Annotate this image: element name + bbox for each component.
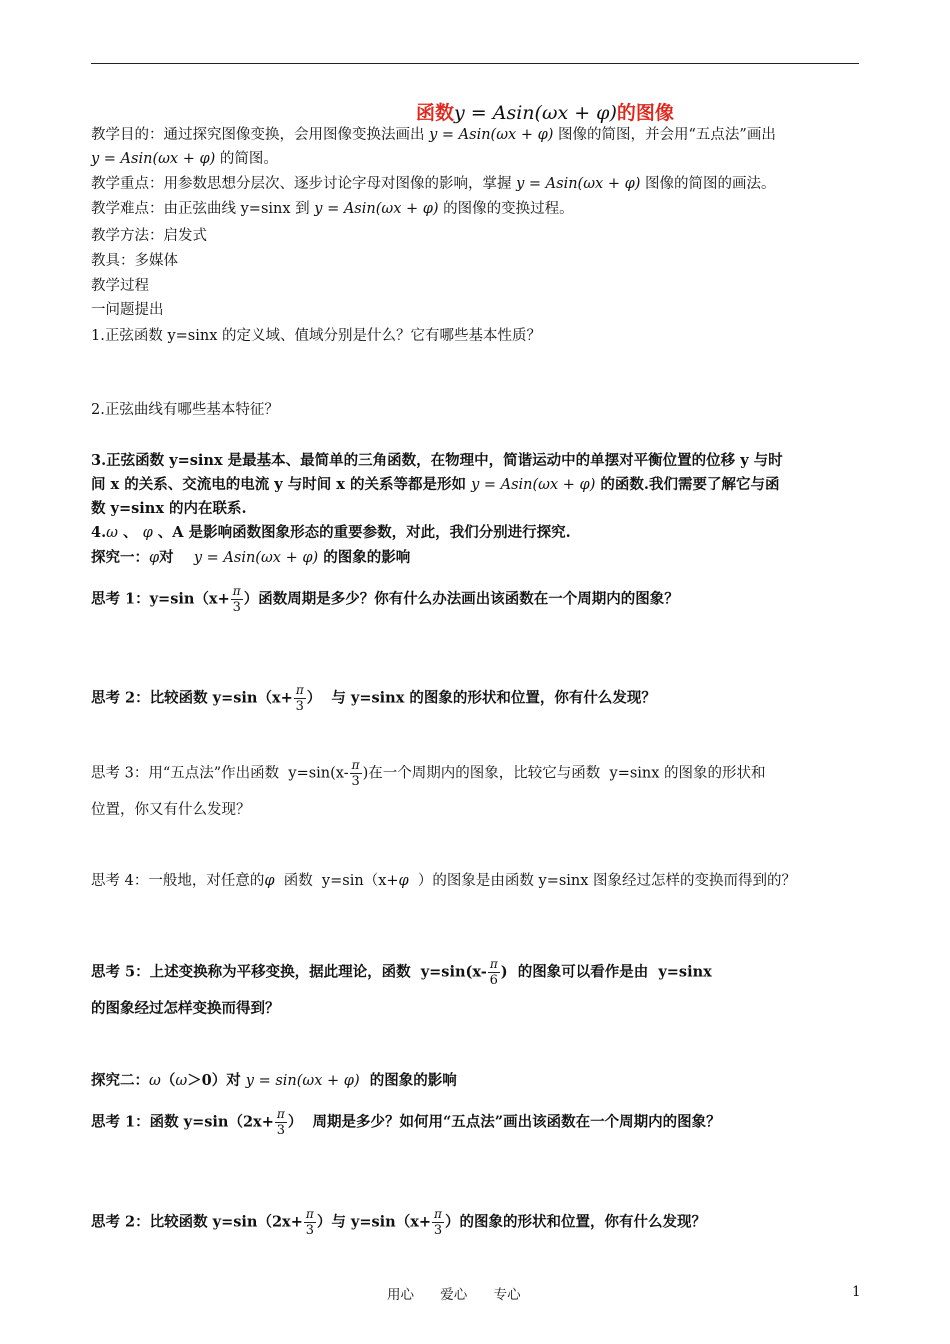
think-5-line2: 的图象经过怎样变换而得到？ bbox=[91, 1000, 280, 1017]
page-number: 1 bbox=[852, 1284, 861, 1300]
question-2: 2.正弦曲线有哪些基本特征？ bbox=[91, 402, 279, 418]
think-3-line1: 思考 3：用“五点法”作出函数 y=sin(x- $\frac{\pi}{3}$ )在一个周期内的图象，比较它与函数 y=sinx 的图象的形状和 bbox=[91, 758, 766, 789]
title-suffix: 的图像 bbox=[616, 102, 674, 124]
question-3-line3: 数 y=sinx 的内在联系. bbox=[91, 500, 247, 517]
fraction-pi-over-6: $\frac{\pi}{6}$ bbox=[489, 957, 498, 988]
fraction-pi-over-3: $\frac{\pi}{3}$ bbox=[351, 758, 360, 789]
header-rule bbox=[91, 63, 859, 64]
footer-text: 用心 爱心 专心 bbox=[387, 1287, 521, 1303]
explore-2-heading: 探究二：ω（ω＞0）对 y = sin(ωx + φ) 的图象的影响 bbox=[91, 1072, 457, 1089]
page-title bbox=[416, 98, 674, 125]
title-prefix: 函数 bbox=[416, 102, 455, 124]
question-3-line1: 3.正弦函数 y=sinx 是最基本、最简单的三角函数，在物理中，简谐运动中的单摆对平衡位置的位移 y 与时 bbox=[91, 452, 783, 469]
teaching-goal-line2: y = Asin(ωx + φ) 的简图。 bbox=[91, 151, 278, 167]
section-heading: 一问题提出 bbox=[91, 302, 164, 318]
fraction-pi-over-3: $\frac{\pi}{3}$ bbox=[433, 1207, 443, 1238]
title-formula: y = Asin(ωx + φ) bbox=[454, 102, 617, 124]
think-3-line2: 位置，你又有什么发现？ bbox=[91, 802, 251, 818]
fraction-pi-over-3: $\frac{\pi}{3}$ bbox=[232, 584, 241, 615]
question-3-line2: 间 x 的关系、交流电的电流 y 与时间 x 的关系等都是形如 y = Asin(ωx + φ) 的函数.我们需要了解它与函 bbox=[91, 476, 780, 493]
teaching-key-point: 教学重点：用参数思想分层次、逐步讨论字母对图像的影响，掌握 y = Asin(ωx + φ) 图像的简图的画法。 bbox=[91, 176, 776, 192]
teaching-process: 教学过程 bbox=[91, 278, 149, 294]
think-4: 思考 4：一般地，对任意的φ 函数 y=sin（x+φ ）的图象是由函数 y=sinx 图象经过怎样的变换而得到的？ bbox=[91, 873, 797, 889]
fraction-pi-over-3: $\frac{\pi}{3}$ bbox=[276, 1107, 285, 1138]
teaching-method: 教学方法：启发式 bbox=[91, 228, 207, 244]
think-2: 思考 2：比较函数 y=sin（x+ $\frac{\pi}{3}$ ） 与 y=sinx 的图象的形状和位置，你有什么发现？ bbox=[91, 683, 656, 714]
teaching-goal-line1: 教学目的：通过探究图像变换，会用图像变换法画出 y = Asin(ωx + φ) 图像的简图，并会用“五点法”画出 bbox=[91, 127, 776, 143]
think-1: 思考 1：y=sin（x+ $\frac{\pi}{3}$ ）函数周期是多少？你有什么办法画出该函数在一个周期内的图象？ bbox=[91, 584, 679, 615]
think-5-line1: 思考 5：上述变换称为平移变换，据此理论，函数 y=sin(x- $\frac{\pi}{6}$ ) 的图象可以看作是由 y=sinx bbox=[91, 957, 712, 988]
fraction-pi-over-3: $\frac{\pi}{3}$ bbox=[295, 683, 304, 714]
question-4: 4.ω 、 φ 、A 是影响函数图象形态的重要参数，对此，我们分别进行探究. bbox=[91, 524, 571, 541]
teaching-difficulty: 教学难点：由正弦曲线 y=sinx 到 y = Asin(ωx + φ) 的图像的变换过程。 bbox=[91, 201, 574, 217]
teaching-tools: 教具：多媒体 bbox=[91, 253, 178, 269]
think-2-2: 思考 2：比较函数 y=sin（2x+ $\frac{\pi}{3}$ ）与 y=sin（x+ $\frac{\pi}{3}$ ）的图象的形状和位置，你有什么发现？ bbox=[91, 1207, 706, 1238]
explore-1-heading: 探究一：φ对 y = Asin(ωx + φ) 的图象的影响 bbox=[91, 549, 411, 566]
think-2-1: 思考 1：函数 y=sin（2x+ $\frac{\pi}{3}$ ） 周期是多少？如何用“五点法”画出该函数在一个周期内的图象？ bbox=[91, 1107, 721, 1138]
question-1: 1.正弦函数 y=sinx 的定义域、值域分别是什么？它有哪些基本性质？ bbox=[91, 328, 541, 344]
fraction-pi-over-3: $\frac{\pi}{3}$ bbox=[305, 1207, 314, 1238]
